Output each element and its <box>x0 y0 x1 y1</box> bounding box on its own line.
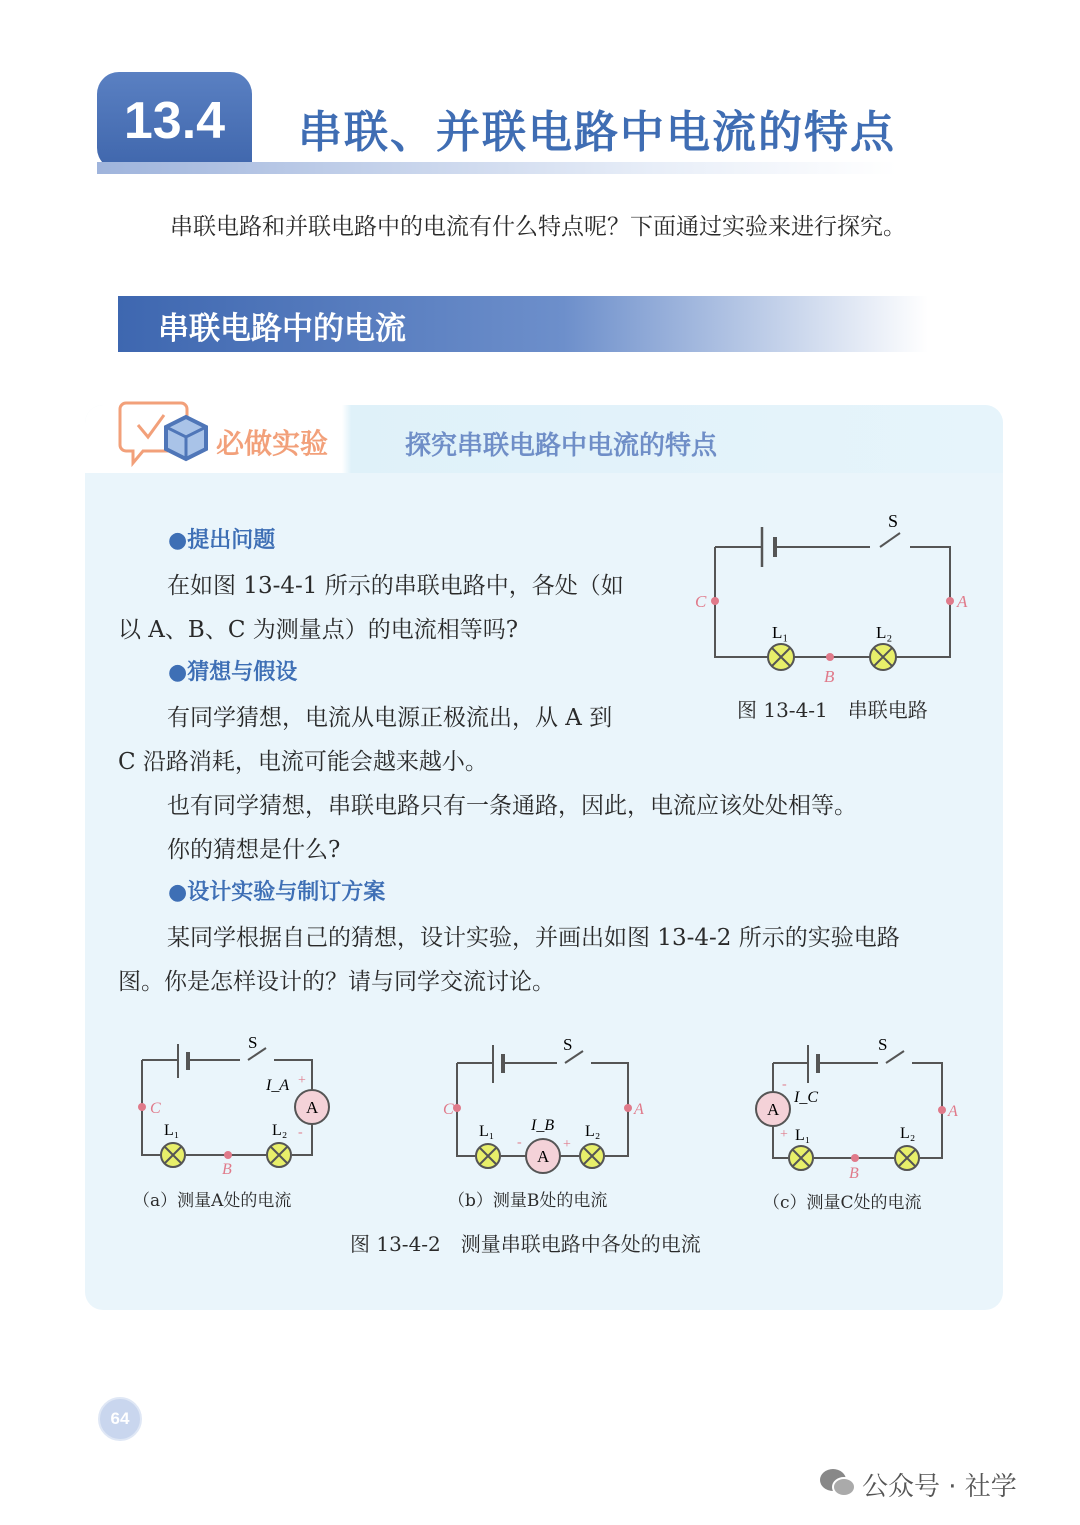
subfigure-caption-c: （c）测量C处的电流 <box>763 1193 922 1213</box>
circuit-element <box>624 1104 632 1112</box>
circuit-measure-c <box>760 1028 970 1182</box>
intro-text: 串联电路和并联电路中的电流有什么特点呢？下面通过实验来进行探究。 <box>170 214 906 240</box>
diagram-label: S <box>248 1033 258 1052</box>
paragraph: 你的猜想是什么? <box>167 837 341 863</box>
circuit-measure-b <box>445 1028 655 1178</box>
circuit-element <box>138 1103 146 1111</box>
diagram-label: + <box>298 1073 306 1088</box>
diagram-label: L₁ <box>795 1127 811 1144</box>
title-underline <box>97 162 897 174</box>
diagram-label: A <box>306 1098 319 1117</box>
experiment-icon <box>118 395 213 470</box>
circuit-measure-a <box>130 1028 340 1178</box>
diagram-label: L₂ <box>272 1122 288 1139</box>
diagram-label: C <box>443 1101 454 1118</box>
circuit-element <box>715 533 950 657</box>
label-c: C <box>695 592 707 611</box>
diagram-label: A <box>767 1100 780 1119</box>
paragraph: 某同学根据自己的猜想，设计实验，并画出如图 13-4-2 所示的实验电路 <box>167 925 900 951</box>
label-l1: L₁ <box>772 623 789 642</box>
diagram-label: I_B <box>531 1117 555 1134</box>
circuit-element <box>715 527 950 657</box>
label-s: S <box>888 511 899 531</box>
series-circuit-diagram <box>690 505 980 685</box>
circuit-element <box>138 415 164 437</box>
diagram-label: + <box>780 1127 788 1142</box>
diagram-label: B <box>849 1165 859 1182</box>
lamp-icon <box>870 644 896 670</box>
circuit-element <box>826 653 834 661</box>
label-a: A <box>957 592 968 611</box>
heading-hypothesis: ●猜想与假设 <box>168 660 298 685</box>
diagram-label: S <box>878 1035 888 1054</box>
circuit-element <box>453 1104 461 1112</box>
circuit-element <box>711 597 719 605</box>
circuit-element <box>946 597 954 605</box>
circuit-element <box>224 1151 232 1159</box>
diagram-label: L₁ <box>479 1123 495 1140</box>
subfigure-caption-b: （b）测量B处的电流 <box>448 1191 608 1211</box>
circuit-element <box>851 1154 859 1162</box>
diagram-label: A <box>634 1101 644 1118</box>
experiment-title: 探究串联电路中电流的特点 <box>405 431 718 461</box>
diagram-label: + <box>563 1137 571 1152</box>
heading-design: ●设计实验与制订方案 <box>168 880 386 905</box>
heading-question: ●提出问题 <box>168 528 276 553</box>
paragraph: 也有同学猜想，串联电路只有一条通路，因此，电流应该处处相等。 <box>167 793 857 819</box>
section-number-badge: 13.4 <box>97 72 252 170</box>
wechat-icon <box>818 1466 858 1500</box>
diagram-label: S <box>563 1035 573 1054</box>
paragraph: 图。你是怎样设计的？请与同学交流讨论。 <box>118 969 555 995</box>
page-number: 64 <box>98 1397 142 1441</box>
experiment-label: 必做实验 <box>216 427 329 460</box>
label-l2: L₂ <box>876 623 893 642</box>
subsection-title: 串联电路中的电流 <box>158 311 406 347</box>
diagram-label: L₂ <box>900 1125 916 1142</box>
circuit-element <box>833 1478 855 1496</box>
figure-caption: 图 13-4-2 测量串联电路中各处的电流 <box>350 1232 701 1256</box>
subfigure-caption-a: （a）测量A处的电流 <box>133 1191 292 1211</box>
diagram-label: L₁ <box>164 1122 180 1139</box>
paragraph: 有同学猜想，电流从电源正极流出，从 A 到 <box>167 705 613 731</box>
diagram-label: I_C <box>794 1089 818 1106</box>
diagram-label: - <box>517 1135 522 1150</box>
label-b: B <box>824 667 835 686</box>
diagram-label: I_A <box>266 1077 290 1094</box>
lamp-icon <box>768 644 794 670</box>
paragraph: C 沿路消耗，电流可能会越来越小。 <box>118 749 488 775</box>
watermark: 公众号 · 社学 <box>862 1472 1017 1502</box>
diagram-label: - <box>298 1125 303 1140</box>
paragraph: 在如图 13-4-1 所示的串联电路中，各处（如 <box>167 573 624 599</box>
circuit-element <box>938 1106 946 1114</box>
diagram-label: B <box>222 1161 232 1178</box>
paragraph: 以 A、B、C 为测量点）的电流相等吗? <box>118 617 519 643</box>
diagram-label: L₂ <box>585 1123 601 1140</box>
diagram-label: A <box>948 1103 958 1120</box>
page-title: 串联、并联电路中电流的特点 <box>298 107 896 158</box>
diagram-label: C <box>150 1100 161 1117</box>
figure-caption: 图 13-4-1 串联电路 <box>737 698 928 722</box>
diagram-label: A <box>537 1147 550 1166</box>
diagram-label: - <box>782 1077 787 1092</box>
